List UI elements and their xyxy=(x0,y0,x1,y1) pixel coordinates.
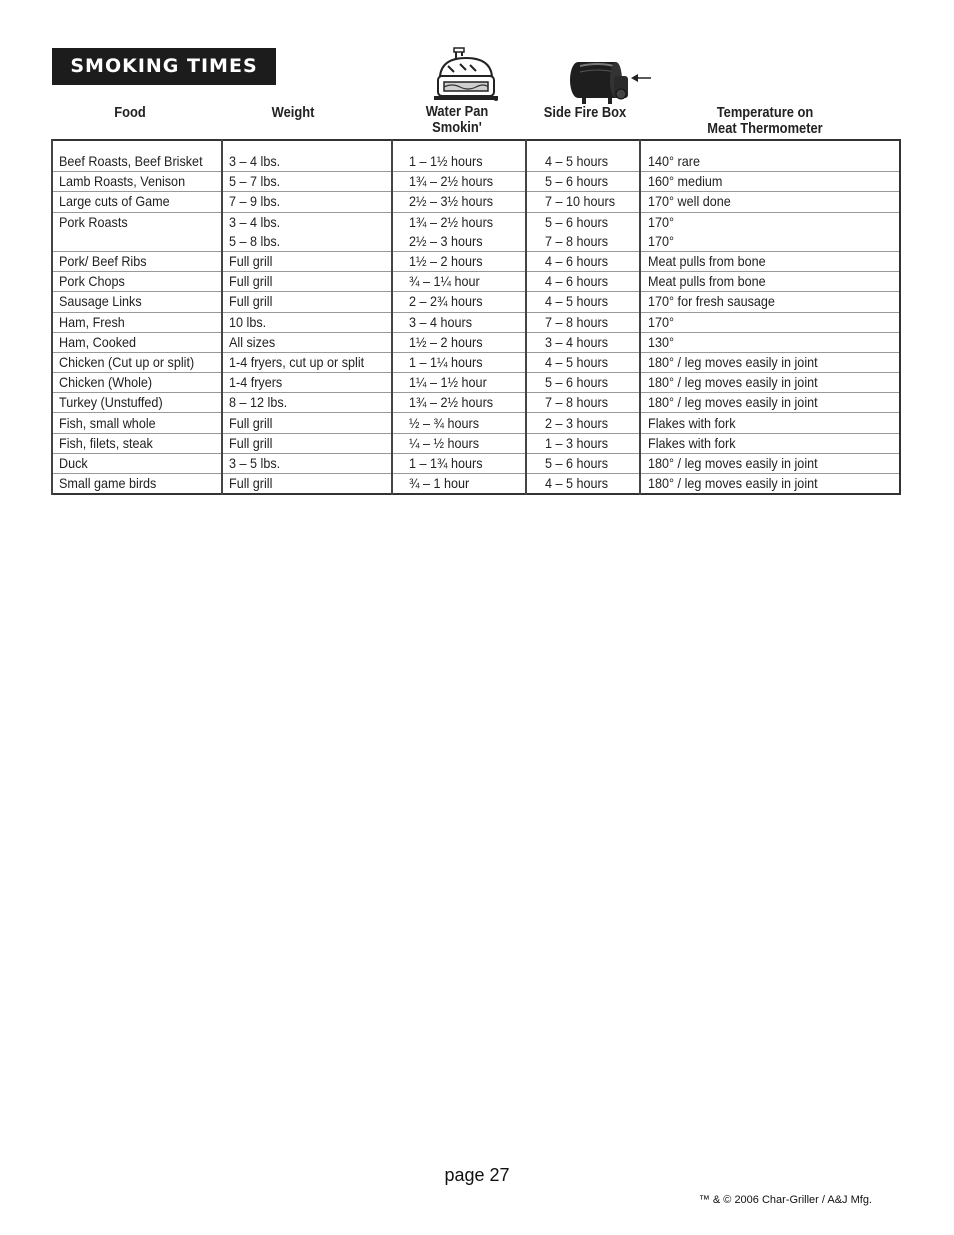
cell-side-text: 2 – 3 hours xyxy=(545,414,609,431)
cell-temp-text: 180° / leg moves easily in joint xyxy=(648,353,818,370)
cell-weight xyxy=(222,140,392,172)
cell-temp xyxy=(640,453,900,473)
cell-water xyxy=(392,212,526,232)
cell-temp xyxy=(640,251,900,271)
cell-food xyxy=(52,453,222,473)
cell-weight-text: 1-4 fryers, cut up or split xyxy=(229,353,365,370)
cell-water xyxy=(392,433,526,453)
cell-food-text: Ham, Fresh xyxy=(59,313,125,330)
cell-temp xyxy=(640,393,900,413)
cell-food xyxy=(52,413,222,433)
cell-temp xyxy=(640,212,900,232)
cell-water-text: 1½ – 2 hours xyxy=(409,333,483,350)
cell-temp xyxy=(640,352,900,372)
cell-side-text: 5 – 6 hours xyxy=(545,374,609,391)
cell-weight xyxy=(222,413,392,433)
table-row xyxy=(52,292,900,312)
cell-temp-text: Flakes with fork xyxy=(648,434,736,451)
header-water-pan: Water Pan Smokin' xyxy=(425,103,489,136)
header-food: Food xyxy=(114,104,146,121)
cell-water xyxy=(392,413,526,433)
cell-food-text: Pork Roasts xyxy=(59,213,128,230)
cell-water xyxy=(392,352,526,372)
cell-temp-text: 170° xyxy=(648,313,675,330)
cell-weight xyxy=(222,474,392,495)
cell-weight-text: Full grill xyxy=(229,293,273,310)
cell-temp-text: 170° xyxy=(648,232,675,249)
copyright-notice: ™ & © 2006 Char-Griller / A&J Mfg. xyxy=(698,1194,872,1206)
cell-side xyxy=(526,453,640,473)
cell-temp-text: Meat pulls from bone xyxy=(648,273,766,290)
cell-weight xyxy=(222,172,392,192)
header-weight: Weight xyxy=(271,104,315,121)
table-row xyxy=(52,332,900,352)
table-row xyxy=(52,232,900,252)
cell-water-text: 1¾ – 2½ hours xyxy=(409,394,494,411)
cell-food-text: Large cuts of Game xyxy=(59,193,170,210)
cell-weight-text: 10 lbs. xyxy=(229,313,267,330)
cell-food xyxy=(52,212,222,232)
cell-water xyxy=(392,373,526,393)
cell-food xyxy=(52,312,222,332)
table-row xyxy=(52,373,900,393)
cell-side xyxy=(526,272,640,292)
cell-weight-text: Full grill xyxy=(229,434,273,451)
cell-water xyxy=(392,272,526,292)
cell-food-text: Fish, small whole xyxy=(59,414,156,431)
cell-temp xyxy=(640,413,900,433)
cell-food-text: Chicken (Whole) xyxy=(59,374,153,391)
cell-side xyxy=(526,433,640,453)
cell-temp-text: 160° medium xyxy=(648,173,723,190)
table-row xyxy=(52,393,900,413)
cell-weight xyxy=(222,251,392,271)
cell-food xyxy=(52,251,222,271)
cell-weight xyxy=(222,433,392,453)
cell-weight-text: 3 – 5 lbs. xyxy=(229,454,281,471)
cell-side xyxy=(526,393,640,413)
table-row xyxy=(52,172,900,192)
cell-temp xyxy=(640,172,900,192)
cell-food xyxy=(52,232,222,252)
cell-temp xyxy=(640,373,900,393)
cell-weight-text: 3 – 4 lbs. xyxy=(229,213,281,230)
cell-side xyxy=(526,474,640,495)
cell-temp xyxy=(640,192,900,212)
cell-water-text: 1 – 1¼ hours xyxy=(409,353,483,370)
cell-temp-text: 180° / leg moves easily in joint xyxy=(648,374,818,391)
water-pan-smoker-icon xyxy=(430,46,500,104)
cell-weight-text: All sizes xyxy=(229,333,276,350)
cell-temp-text: Meat pulls from bone xyxy=(648,253,766,270)
cell-side-text: 4 – 5 hours xyxy=(545,353,609,370)
cell-food-text: Sausage Links xyxy=(59,293,142,310)
cell-water xyxy=(392,312,526,332)
cell-temp-text: 130° xyxy=(648,333,675,350)
cell-weight xyxy=(222,312,392,332)
cell-water-text: 2 – 2¾ hours xyxy=(409,293,483,310)
cell-food xyxy=(52,433,222,453)
cell-water-text: 1½ – 2 hours xyxy=(409,253,483,270)
cell-weight-text: 7 – 9 lbs. xyxy=(229,193,281,210)
cell-water xyxy=(392,292,526,312)
cell-food-text: Duck xyxy=(59,454,88,471)
cell-food xyxy=(52,352,222,372)
cell-weight-text: Full grill xyxy=(229,475,273,492)
cell-temp-text: 180° / leg moves easily in joint xyxy=(648,394,818,411)
cell-side-text: 5 – 6 hours xyxy=(545,213,609,230)
cell-side-text: 4 – 6 hours xyxy=(545,253,609,270)
cell-water xyxy=(392,474,526,495)
cell-side xyxy=(526,352,640,372)
cell-weight xyxy=(222,192,392,212)
cell-side-text: 7 – 8 hours xyxy=(545,394,609,411)
cell-food xyxy=(52,332,222,352)
cell-food-text: Turkey (Unstuffed) xyxy=(59,394,163,411)
cell-water xyxy=(392,232,526,252)
cell-temp-text: 180° / leg moves easily in joint xyxy=(648,454,818,471)
cell-food xyxy=(52,272,222,292)
cell-water xyxy=(392,172,526,192)
cell-food xyxy=(52,393,222,413)
cell-side-text: 4 – 5 hours xyxy=(545,153,609,170)
cell-side-text: 5 – 6 hours xyxy=(545,454,609,471)
header-temperature: Temperature on Meat Thermometer xyxy=(707,104,823,137)
cell-side xyxy=(526,312,640,332)
cell-food-text: Small game birds xyxy=(59,475,157,492)
cell-weight-text: 5 – 7 lbs. xyxy=(229,173,281,190)
table-row xyxy=(52,474,900,495)
cell-water-text: 1¾ – 2½ hours xyxy=(409,173,494,190)
section-title: SMOKING TIMES xyxy=(52,48,276,85)
cell-weight xyxy=(222,393,392,413)
cell-water-text: 1¼ – 1½ hour xyxy=(409,374,487,391)
cell-side xyxy=(526,172,640,192)
cell-side xyxy=(526,251,640,271)
cell-food-text: Lamb Roasts, Venison xyxy=(59,173,186,190)
table-row xyxy=(52,140,900,172)
cell-weight-text: 5 – 8 lbs. xyxy=(229,232,281,249)
cell-temp-text: 170° xyxy=(648,213,675,230)
cell-side-text: 7 – 8 hours xyxy=(545,313,609,330)
cell-weight xyxy=(222,232,392,252)
cell-side-text: 1 – 3 hours xyxy=(545,434,609,451)
cell-weight xyxy=(222,453,392,473)
arrow-left-icon xyxy=(630,72,652,84)
cell-side xyxy=(526,212,640,232)
cell-side xyxy=(526,292,640,312)
cell-water-text: 3 – 4 hours xyxy=(409,313,473,330)
cell-side-text: 7 – 10 hours xyxy=(545,193,616,210)
cell-water xyxy=(392,453,526,473)
cell-weight xyxy=(222,332,392,352)
cell-temp-text: Flakes with fork xyxy=(648,414,736,431)
cell-food xyxy=(52,140,222,172)
cell-side xyxy=(526,413,640,433)
cell-weight xyxy=(222,292,392,312)
cell-side-text: 5 – 6 hours xyxy=(545,173,609,190)
cell-water-text: 1¾ – 2½ hours xyxy=(409,213,494,230)
cell-weight-text: 8 – 12 lbs. xyxy=(229,394,288,411)
cell-side-text: 4 – 6 hours xyxy=(545,273,609,290)
cell-temp xyxy=(640,232,900,252)
cell-temp-text: 180° / leg moves easily in joint xyxy=(648,475,818,492)
table-row xyxy=(52,433,900,453)
cell-weight-text: 3 – 4 lbs. xyxy=(229,153,281,170)
cell-food xyxy=(52,192,222,212)
header-side-fire-box: Side Fire Box xyxy=(543,104,627,121)
cell-food-text: Fish, filets, steak xyxy=(59,434,153,451)
cell-water-text: 1 – 1½ hours xyxy=(409,153,483,170)
cell-side-text: 4 – 5 hours xyxy=(545,293,609,310)
side-fire-box-icon xyxy=(568,58,632,106)
cell-temp xyxy=(640,332,900,352)
cell-weight-text: Full grill xyxy=(229,253,273,270)
cell-food-text: Chicken (Cut up or split) xyxy=(59,353,195,370)
table-row xyxy=(52,272,900,292)
cell-water-text: 2½ – 3 hours xyxy=(409,232,483,249)
cell-water xyxy=(392,140,526,172)
cell-temp-text: 140° rare xyxy=(648,153,700,170)
table-row xyxy=(52,212,900,232)
cell-temp xyxy=(640,433,900,453)
cell-food-text: Ham, Cooked xyxy=(59,333,137,350)
cell-side xyxy=(526,192,640,212)
cell-water-text: ½ – ¾ hours xyxy=(409,414,480,431)
cell-side-text: 7 – 8 hours xyxy=(545,232,609,249)
table-row xyxy=(52,413,900,433)
cell-food-text: Beef Roasts, Beef Brisket xyxy=(59,153,203,170)
cell-side xyxy=(526,140,640,172)
cell-water-text: ¼ – ½ hours xyxy=(409,434,480,451)
cell-side-text: 3 – 4 hours xyxy=(545,333,609,350)
cell-food xyxy=(52,292,222,312)
table-row xyxy=(52,312,900,332)
cell-food-text: Pork Chops xyxy=(59,273,125,290)
cell-water-text: ¾ – 1¼ hour xyxy=(409,273,480,290)
table-row xyxy=(52,251,900,271)
table-row xyxy=(52,453,900,473)
cell-weight-text: 1-4 fryers xyxy=(229,374,283,391)
cell-water xyxy=(392,192,526,212)
cell-water xyxy=(392,393,526,413)
cell-weight-text: Full grill xyxy=(229,414,273,431)
cell-food xyxy=(52,474,222,495)
cell-food xyxy=(52,373,222,393)
cell-water xyxy=(392,332,526,352)
table-row xyxy=(52,192,900,212)
cell-weight-text: Full grill xyxy=(229,273,273,290)
smoking-times-table xyxy=(51,139,901,495)
cell-food xyxy=(52,172,222,192)
cell-food-text: Pork/ Beef Ribs xyxy=(59,253,147,270)
cell-weight xyxy=(222,212,392,232)
cell-water xyxy=(392,251,526,271)
cell-weight xyxy=(222,272,392,292)
cell-temp-text: 170° well done xyxy=(648,193,731,210)
table-row xyxy=(52,352,900,372)
cell-weight xyxy=(222,373,392,393)
cell-side xyxy=(526,373,640,393)
cell-water-text: 2½ – 3½ hours xyxy=(409,193,494,210)
cell-temp-text: 170° for fresh sausage xyxy=(648,293,775,310)
cell-temp xyxy=(640,140,900,172)
page-number: page 27 xyxy=(444,1165,510,1185)
cell-temp xyxy=(640,312,900,332)
cell-temp xyxy=(640,474,900,495)
cell-temp xyxy=(640,292,900,312)
cell-weight xyxy=(222,352,392,372)
cell-water-text: ¾ – 1 hour xyxy=(409,475,470,492)
cell-side xyxy=(526,232,640,252)
cell-temp xyxy=(640,272,900,292)
cell-side xyxy=(526,332,640,352)
cell-side-text: 4 – 5 hours xyxy=(545,475,609,492)
cell-water-text: 1 – 1¾ hours xyxy=(409,454,483,471)
